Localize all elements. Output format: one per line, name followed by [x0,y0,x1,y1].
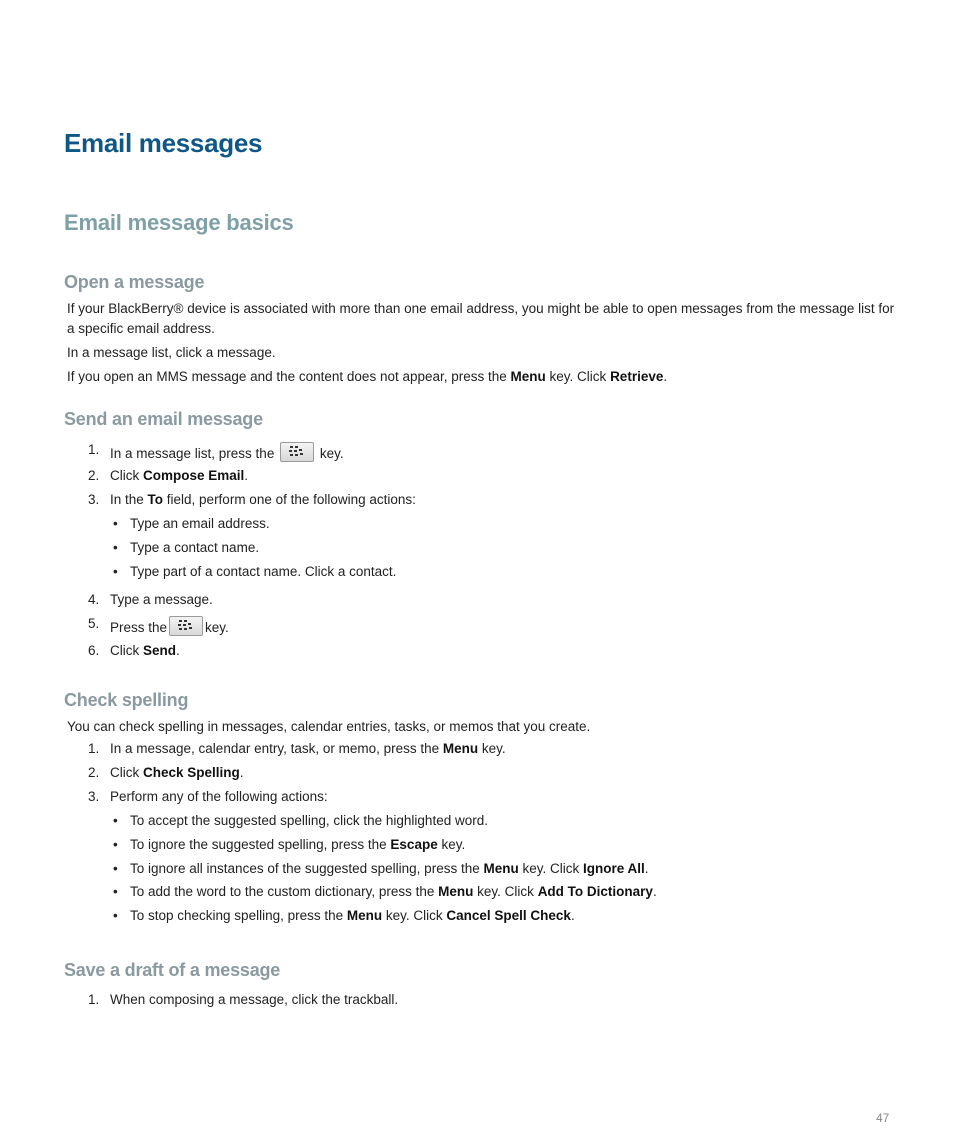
send-step-5: Press the key. [110,616,229,636]
spell-step-3: Perform any of the following actions: [110,789,328,804]
send-bullet-1: Type an email address. [130,516,270,531]
step-number: 4. [88,592,100,607]
check-spelling-intro: You can check spelling in messages, calendar entries, tasks, or memos that you create. [67,719,591,734]
bullet-icon: • [113,837,118,852]
spell-bullet-5: To stop checking spelling, press the Menu key. Click Cancel Spell Check. [130,908,575,923]
step-number: 1. [88,741,100,756]
draft-step-1: When composing a message, click the trackball. [110,992,399,1007]
step-number: 5. [88,616,100,631]
step-number: 2. [88,765,100,780]
step-number: 1. [88,442,100,457]
send-step-2: Click Compose Email. [110,468,249,483]
step-number: 3. [88,492,100,507]
send-email-heading: Send an email message [64,409,263,429]
send-bullet-2: Type a contact name. [130,540,260,555]
open-message-paragraph-3: If you open an MMS message and the content does not appear, press the Menu key. Click Retrieve. [67,369,668,384]
check-spelling-heading: Check spelling [64,690,189,710]
spell-step-2: Click Check Spelling. [110,765,244,780]
bullet-icon: • [113,884,118,899]
menu-key-icon [280,442,314,462]
step-number: 6. [88,643,100,658]
send-step-1: In a message list, press the key. [110,442,344,462]
bullet-icon: • [113,813,118,828]
step-number: 3. [88,789,100,804]
bullet-icon: • [113,564,118,579]
spell-step-1: In a message, calendar entry, task, or memo, press the Menu key. [110,741,506,756]
spell-bullet-3: To ignore all instances of the suggested spelling, press the Menu key. Click Ignore All. [130,861,649,876]
send-step-4: Type a message. [110,592,213,607]
section-heading: Email message basics [64,210,294,235]
page-title: Email messages [64,128,263,158]
open-message-paragraph-1: If your BlackBerry® device is associated with more than one email address, you might be able to open messages from the message list for a specific email address. [67,301,895,336]
open-message-heading: Open a message [64,272,205,292]
bullet-icon: • [113,516,118,531]
spell-bullet-1: To accept the suggested spelling, click the highlighted word. [130,813,488,828]
send-step-3: In the To field, perform one of the following actions: [110,492,416,507]
bullet-icon: • [113,861,118,876]
send-step-6: Click Send. [110,643,180,658]
bullet-icon: • [113,540,118,555]
step-number: 1. [88,992,100,1007]
spell-bullet-2: To ignore the suggested spelling, press the Escape key. [130,837,466,852]
step-number: 2. [88,468,100,483]
bullet-icon: • [113,908,118,923]
menu-key-icon [169,616,203,636]
save-draft-heading: Save a draft of a message [64,960,281,980]
spell-bullet-4: To add the word to the custom dictionary, press the Menu key. Click Add To Dictionary. [130,884,657,899]
open-message-paragraph-2: In a message list, click a message. [67,345,276,360]
page-number: 47 [876,1111,890,1125]
send-bullet-3: Type part of a contact name. Click a contact. [130,564,397,579]
